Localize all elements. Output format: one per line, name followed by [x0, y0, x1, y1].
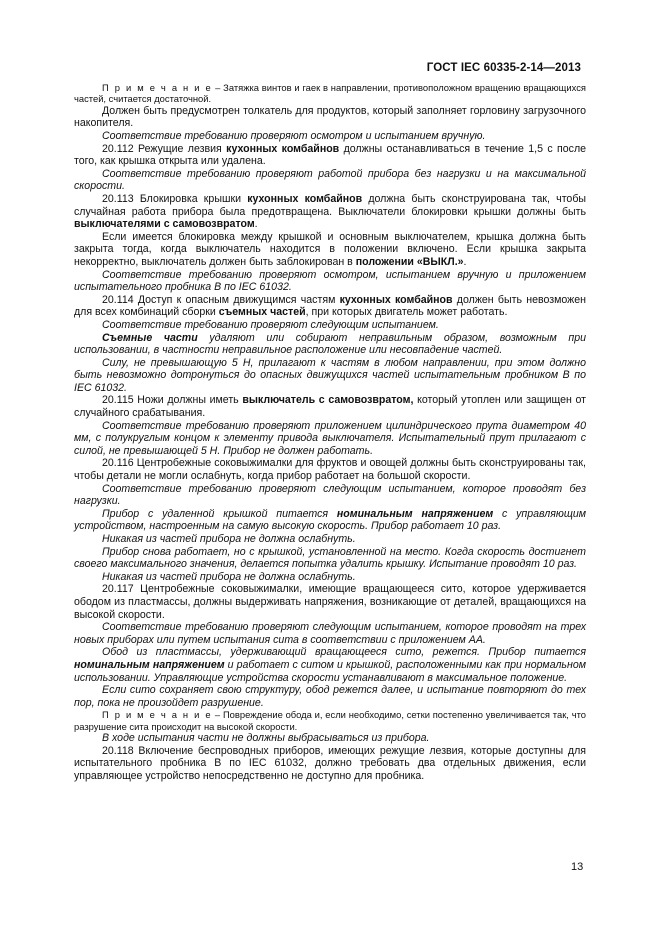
text-run: Если имеется блокировка между крышкой и основным выключателем, крышка должна быть закрыта тогда, когда выключатель находится в положении включено. Если крышка закрыта некорректно, выключатель должен быть заблокирован в — [74, 230, 586, 268]
body-paragraph — [74, 646, 586, 684]
text-run: – Затяжка винтов и гаек в направлении, противоположном вращению вращающихся частей, считается достаточной. — [74, 82, 586, 105]
text-run: 20.113 Блокировка крышки — [102, 192, 248, 205]
text-run: Соответствие требованию проверяют следующим испытанием. — [102, 318, 439, 331]
body-paragraph — [74, 193, 586, 231]
text-run: Если сито сохраняет свою структуру, обод режется далее, и испытание повторяют до тех пор, пока не произойдет разрушение. — [74, 684, 586, 709]
bold-term: Съемные части — [102, 331, 198, 344]
body-paragraph — [74, 143, 586, 168]
standard-header: ГОСТ IEC 60335-2-14—2013 — [426, 62, 581, 74]
bold-term: выключатель с самовозвратом, — [242, 394, 414, 407]
body-paragraph — [74, 483, 586, 508]
bold-term: кухонных комбайнов — [247, 192, 363, 205]
text-run: Соответствие требованию проверяют следующим испытанием, которое проводят на трех новых приборах или путем испытания сита в соответствии с приложением АА. — [74, 621, 586, 646]
text-run: 20.114 Доступ к опасным движущимся частям — [102, 293, 340, 306]
body-paragraph — [74, 745, 586, 783]
text-run: 20.112 Режущие лезвия — [102, 142, 227, 155]
text-run: Силу, не превышающую 5 Н, прилагают к частям в любом направлении, при этом должно быть невозможно дотронуться до опасных движущихся частей испытательным пробником В по IEC 61032. — [74, 356, 586, 394]
body-paragraph — [74, 269, 586, 294]
text-run: 20.116 Центробежные соковыжималки для фруктов и овощей должны быть сконструированы так, чтобы детали не могли ослабнуть, когда прибор работает на большой скорости. — [74, 457, 586, 483]
bold-term: номинальным напряжением — [74, 658, 225, 671]
body-paragraph — [74, 420, 586, 458]
text-run: , при которых двигатель может работать. — [305, 306, 508, 319]
text-run: . — [254, 218, 258, 231]
document-body — [74, 82, 586, 783]
body-paragraph — [74, 168, 586, 193]
text-run: 20.115 Ножи должны иметь — [102, 394, 243, 407]
text-run: Прибор с удаленной крышкой питается — [102, 507, 337, 520]
text-run: удаляют или собирают неправильным образом, возможным при использовании, в частности неправильное расположение или несовпадение частей. — [74, 331, 586, 357]
text-run: Прибор снова работает, но с крышкой, установленной на место. Когда скорость достигнет своего максимального значения, делается попытка удалить крышку. Испытание проводят 10 раз. — [74, 545, 586, 571]
body-paragraph — [74, 583, 586, 621]
body-paragraph — [74, 319, 586, 332]
note-label: П р и м е ч а н и е — [102, 709, 213, 721]
page-number: 13 — [571, 861, 584, 873]
text-run: Соответствие требованию проверяют приложением цилиндрического прута диаметром 40 мм, с полукруглым концом к элементу привода выключателя. Испытательный прут прилагают с силой, не превышающей 5 Н. Прибор не должен работать. — [74, 419, 586, 457]
text-run: Обод из пластмассы, удерживающий вращающееся сито, режется. Прибор питается — [102, 646, 586, 659]
text-run: должна быть сконструирована так, чтобы случайная работа прибора была предотвращена. Выключатели блокировки крышки должны быть — [74, 192, 587, 218]
body-paragraph — [74, 732, 586, 745]
body-paragraph — [74, 294, 586, 319]
body-paragraph — [74, 105, 586, 130]
text-run: Соответствие требованию проверяют осмотром и испытанием вручную. — [102, 130, 486, 142]
body-paragraph — [74, 508, 586, 533]
text-run: В ходе испытания части не должны выбрасываться из прибора. — [102, 732, 430, 745]
body-paragraph — [74, 621, 586, 646]
text-run: Соответствие требованию проверяют осмотром, испытанием вручную и приложением испытательного пробника В по IEC 61032. — [74, 268, 586, 294]
note-label: П р и м е ч а н и е — [102, 82, 213, 93]
text-run: 20.118 Включение беспроводных приборов, имеющих режущие лезвия, которые доступны для испытательного пробника В по IEC 61032, должно требовать два отдельных движения, если управляющее устройство непосредственно не доступно для пробника. — [74, 744, 586, 782]
note-paragraph — [74, 709, 586, 732]
text-run: и работает с ситом и крышкой, расположенными как при нормальном использовании. Управляющие устройства скорости устанавливают в максимальное положение. — [74, 658, 586, 684]
bold-term: положении «ВЫКЛ.» — [355, 255, 464, 268]
body-paragraph — [74, 394, 586, 419]
text-run: Никакая из частей прибора не должна ослабнуть. — [102, 570, 356, 583]
body-paragraph — [74, 231, 586, 269]
body-paragraph — [74, 130, 586, 143]
note-paragraph — [74, 82, 586, 105]
bold-term: номинальным напряжением — [336, 507, 494, 520]
body-paragraph — [74, 571, 586, 584]
body-paragraph — [74, 684, 586, 709]
text-run: Соответствие требованию проверяют следующим испытанием, которое проводят без нагрузки. — [74, 482, 586, 508]
text-run: должны останавливаться в течение 1,5 с после того, как крышка открыта или удалена. — [74, 142, 587, 168]
body-paragraph — [74, 457, 586, 482]
body-paragraph — [74, 332, 586, 357]
text-run: – Повреждение обода и, если необходимо, сетки постепенно увеличивается так, что разрушение сита происходит на высокой скорости. — [74, 709, 586, 732]
bold-term: выключателями с самовозвратом — [74, 218, 255, 231]
text-run: с управляющим устройством, настроенным на самую высокую скорость. Прибор работает 10 раз. — [74, 507, 586, 533]
text-run: Соответствие требованию проверяют работой прибора без нагрузки и на максимальной скорости. — [74, 167, 586, 193]
body-paragraph — [74, 533, 586, 546]
bold-term: кухонных комбайнов — [226, 142, 340, 155]
text-run: Должен быть предусмотрен толкатель для продуктов, который заполняет горловину загрузочного накопителя. — [74, 104, 586, 130]
text-run: который утоплен или защищен от случайного срабатывания. — [74, 394, 586, 420]
text-run: . — [463, 255, 467, 268]
bold-term: съемных частей — [218, 306, 306, 319]
body-paragraph — [74, 546, 586, 571]
text-run: Никакая из частей прибора не должна ослабнуть. — [102, 533, 356, 545]
text-run: 20.117 Центробежные соковыжималки, имеющие вращающееся сито, которое удерживается ободом из пластмассы, должны выдерживать напряжения, возникающие от деталей, вращающихся на высокой скорости. — [74, 583, 586, 621]
bold-term: кухонных комбайнов — [339, 293, 453, 306]
body-paragraph — [74, 357, 586, 395]
text-run: должен быть невозможен для всех комбинаций сборки — [74, 293, 586, 319]
